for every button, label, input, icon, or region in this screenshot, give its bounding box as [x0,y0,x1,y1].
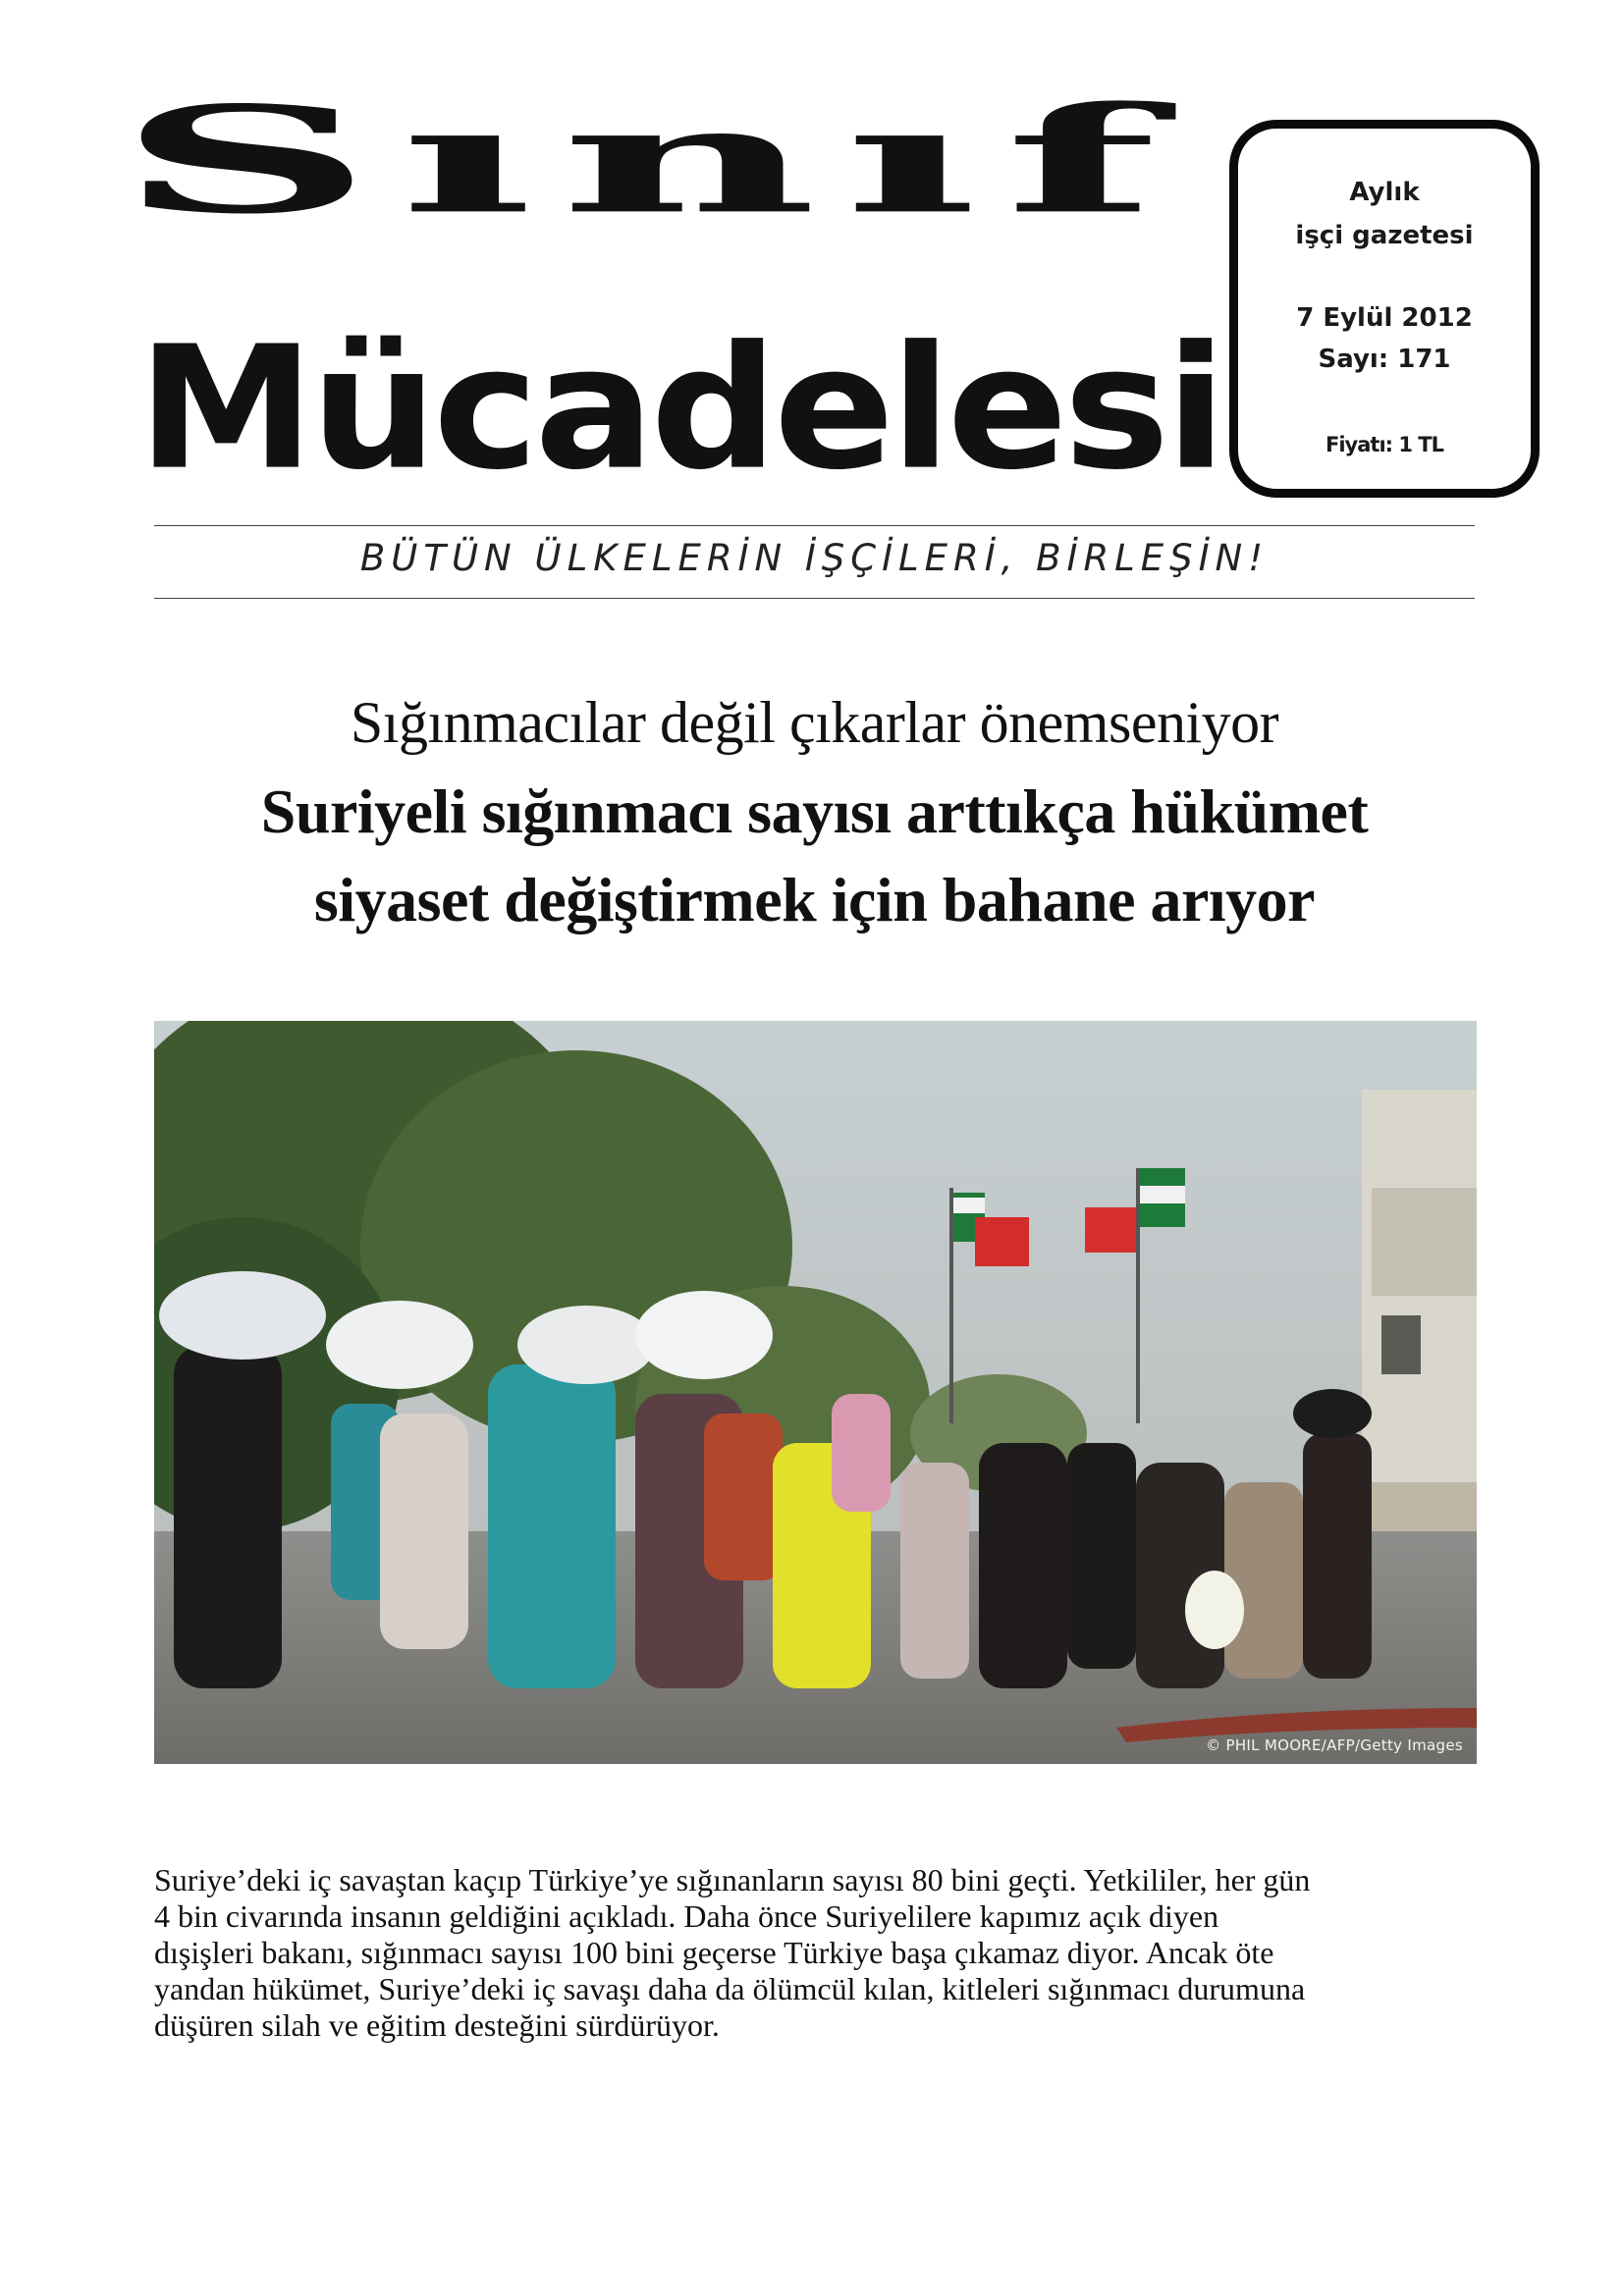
refugees-photo-illustration [154,1021,1477,1764]
body-line: yandan hükümet, Suriye’deki iç savaşı daha da ölümcül kılan, kitleleri sığınmacı durumuna [154,1971,1306,2006]
publication-type: işçi gazetesi [1295,221,1474,250]
masthead-title-line2: Mücadelesi [137,308,1222,507]
slogan-top-rule [154,525,1475,526]
frequency-label: Aylık [1349,178,1420,207]
masthead-slogan: BÜTÜN ÜLKELERİN İŞÇİLERİ, BİRLEŞİN! [359,537,1270,579]
article-kicker: Sığınmacılar değil çıkarlar önemseniyor [350,690,1279,755]
headline-line: siyaset değiştirmek için bahane arıyor [313,865,1316,934]
issue-number: Sayı: 171 [1318,345,1451,374]
photo-credit: © PHIL MOORE/AFP/Getty Images [1206,1736,1463,1754]
price-label: Fiyatı: 1 TL [1325,433,1443,456]
article-headline [154,768,1475,944]
refugees-photo [154,1021,1477,1764]
body-line: düşüren silah ve eğitim desteğini sürdürüyor. [154,2007,720,2043]
headline-line: Suriyeli sığınmacı sayısı arttıkça hükümet [260,776,1369,846]
issue-date: 7 Eylül 2012 [1296,303,1473,333]
slogan-bottom-rule [154,598,1475,599]
body-line: dışişleri bakanı, sığınmacı sayısı 100 bini geçerse Türkiye başa çıkamaz diyor. Ancak öte [154,1935,1274,1970]
issue-info-box [1229,120,1540,498]
body-line: 4 bin civarında insanın geldiğini açıkladı. Daha önce Suriyelilere kapımız açık diyen [154,1898,1219,1934]
masthead-title-line1: Sınıf [118,74,1184,246]
article-body [154,1862,1480,2044]
body-line: Suriye’deki iç savaştan kaçıp Türkiye’ye sığınanların sayısı 80 bini geçti. Yetkililer, her gün [154,1862,1311,1897]
